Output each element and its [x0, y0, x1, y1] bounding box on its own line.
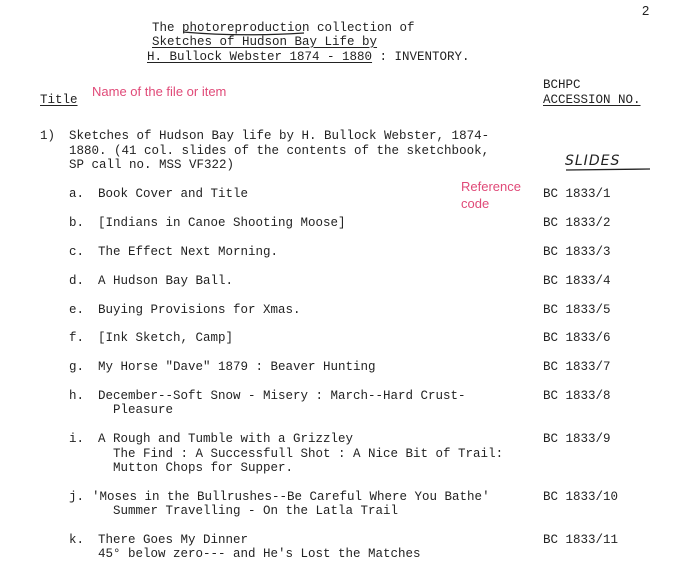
item-title-cont: Mutton Chops for Supper. [98, 461, 294, 475]
header-line-3-tail: : INVENTORY. [372, 50, 470, 64]
item-letter: h. [69, 389, 85, 403]
slides-handwritten: SLIDES [565, 153, 621, 169]
item-letter: f. [69, 331, 85, 345]
header-line-2: Sketches of Hudson Bay Life by [152, 35, 378, 49]
item-code: BC 1833/5 [543, 303, 611, 317]
item-code: BC 1833/2 [543, 216, 611, 230]
intro-line-3: SP call no. MSS VF322) [69, 158, 235, 172]
item-code: BC 1833/10 [543, 490, 619, 504]
item-code: BC 1833/7 [543, 360, 611, 374]
item-title-cont: Pleasure [98, 403, 174, 417]
page-number: 2 [642, 3, 650, 18]
accession-label-1: BCHPC [543, 78, 581, 92]
intro-line-2: 1880. (41 col. slides of the contents of the sketchbook, [69, 144, 490, 158]
item-letter: g. [69, 360, 85, 374]
item-title: There Goes My Dinner [98, 533, 249, 547]
title-column-label: Title [40, 93, 78, 107]
item-code: BC 1833/6 [543, 331, 611, 345]
item-code: BC 1833/8 [543, 389, 611, 403]
item-title: A Hudson Bay Ball. [98, 274, 234, 288]
item-letter: j. [69, 490, 85, 504]
item-title-cont: Summer Travelling - On the Latla Trail [98, 504, 399, 518]
name-annotation: Name of the file or item [92, 84, 227, 99]
item-code: BC 1833/4 [543, 274, 611, 288]
item-title: [Indians in Canoe Shooting Moose] [98, 216, 346, 230]
item-title: December--Soft Snow - Misery : March--Hard Crust- [98, 389, 466, 403]
accession-label-2: ACCESSION NO. [543, 93, 641, 107]
item-title: Book Cover and Title [98, 187, 249, 201]
item-letter: a. [69, 187, 85, 201]
item-code: BC 1833/3 [543, 245, 611, 259]
item-title: [Ink Sketch, Camp] [98, 331, 234, 345]
item-title: My Horse "Dave" 1879 : Beaver Hunting [98, 360, 376, 374]
item-title: The Effect Next Morning. [98, 245, 279, 259]
item-title-cont: 45° below zero--- and He's Lost the Matches [98, 547, 421, 561]
item-title: Buying Provisions for Xmas. [98, 303, 301, 317]
item-title-cont: The Find : A Successfull Shot : A Nice Bit of Trail: [98, 447, 504, 461]
item-code: BC 1833/9 [543, 432, 611, 446]
intro-number: 1) [40, 129, 56, 143]
reference-annotation-1: Reference [461, 179, 521, 194]
item-letter: k. [69, 533, 85, 547]
slides-underline [566, 169, 650, 170]
item-letter: e. [69, 303, 85, 317]
underline-stroke [183, 32, 304, 35]
header-line-1: The photoreproduction collection of [152, 21, 415, 35]
item-title: A Rough and Tumble with a Grizzley [98, 432, 354, 446]
item-letter: i. [69, 432, 85, 446]
item-code: BC 1833/11 [543, 533, 619, 547]
header-line-3-underlined: H. Bullock Webster 1874 - 1880 [147, 50, 373, 64]
item-code: BC 1833/1 [543, 187, 611, 201]
item-letter: b. [69, 216, 85, 230]
item-letter: d. [69, 274, 85, 288]
item-letter: c. [69, 245, 85, 259]
reference-annotation-2: code [461, 196, 490, 211]
item-title: 'Moses in the Bullrushes--Be Careful Where You Bathe' [92, 490, 490, 504]
intro-line-1: Sketches of Hudson Bay life by H. Bullock Webster, 1874- [69, 129, 490, 143]
